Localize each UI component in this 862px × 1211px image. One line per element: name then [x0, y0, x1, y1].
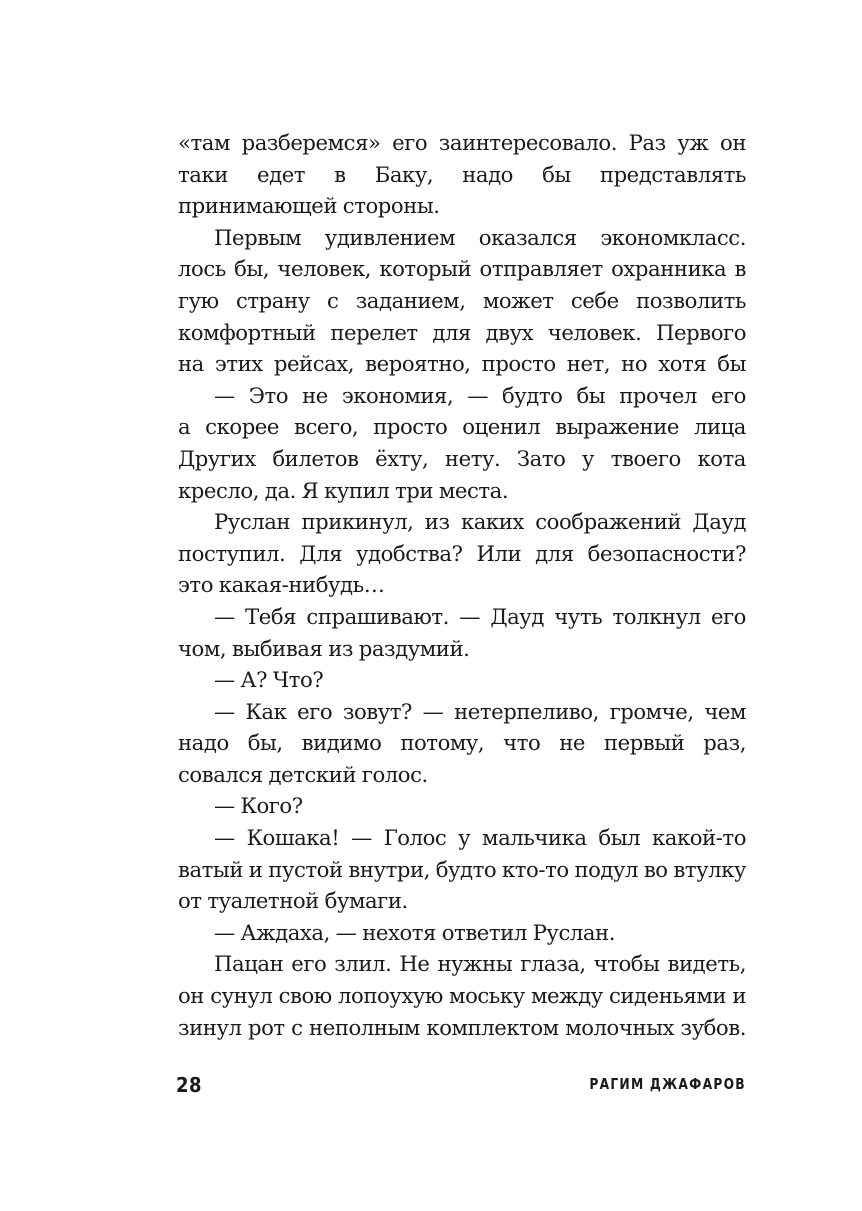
text-line: «там разберемся» его заинтересовало. Раз уж он [178, 130, 746, 155]
text-line: поступил. Для удобства? Или для безопасности? [178, 540, 746, 566]
text-line: чом, выбивая из раздумий. [178, 635, 470, 661]
text-line: — Аждаха, — нехотя ответил Руслан. [214, 919, 616, 945]
text-line: лось бы, человек, который отправляет охранника в [178, 256, 746, 282]
text-line: надо бы, видимо потому, что не первый раз, [178, 730, 746, 756]
text-line: он сунул свою лопоухую моську между сиденьями и [178, 983, 746, 1009]
body-text [178, 127, 746, 1043]
running-footer-author: РАГИМ ДЖАФАРОВ [589, 1075, 746, 1093]
text-line: это какая-нибудь… [178, 572, 385, 598]
text-line: — Кого? [214, 793, 303, 819]
text-line: а скорее всего, просто оценил выражение лица [178, 414, 746, 440]
text-line: совался детский голос. [178, 761, 428, 787]
text-line: кресло, да. Я купил три места. [178, 477, 509, 503]
text-line: от туалетной бумаги. [178, 888, 408, 914]
text-line: ватый и пустой внутри, будто кто-то подул во втулку [178, 856, 746, 882]
text-line: Руслан прикинул, из каких соображений Дауд [214, 509, 746, 535]
text-line: — Кошака! — Голос у мальчика был какой-то [214, 825, 746, 851]
text-line: таки едет в Баку, надо бы представлять [178, 161, 746, 187]
text-line: зинул рот с неполным комплектом молочных зубов. [178, 1014, 746, 1040]
text-line: — Как его зовут? — нетерпеливо, громче, чем [214, 698, 746, 724]
text-line: комфортный перелет для двух человек. Первого [178, 319, 746, 345]
text-line: — А? Что? [214, 667, 324, 693]
text-line: гую страну с заданием, может себе позволить [178, 287, 746, 313]
text-line: Других билетов ёхту, нету. Зато у твоего кота [178, 445, 746, 471]
text-line: — Это не экономия, — будто бы прочел его [214, 382, 746, 408]
text-line: принимающей стороны. [178, 193, 440, 219]
text-line: Первым удивлением оказался экономкласс. [214, 224, 746, 250]
text-line: на этих рейсах, вероятно, просто нет, но хотя бы [178, 351, 746, 377]
page-number: 28 [176, 1073, 203, 1097]
text-line: — Тебя спрашивают. — Дауд чуть толкнул его [214, 603, 746, 629]
text-line: Пацан его злил. Не нужны глаза, чтобы видеть, [214, 951, 746, 977]
